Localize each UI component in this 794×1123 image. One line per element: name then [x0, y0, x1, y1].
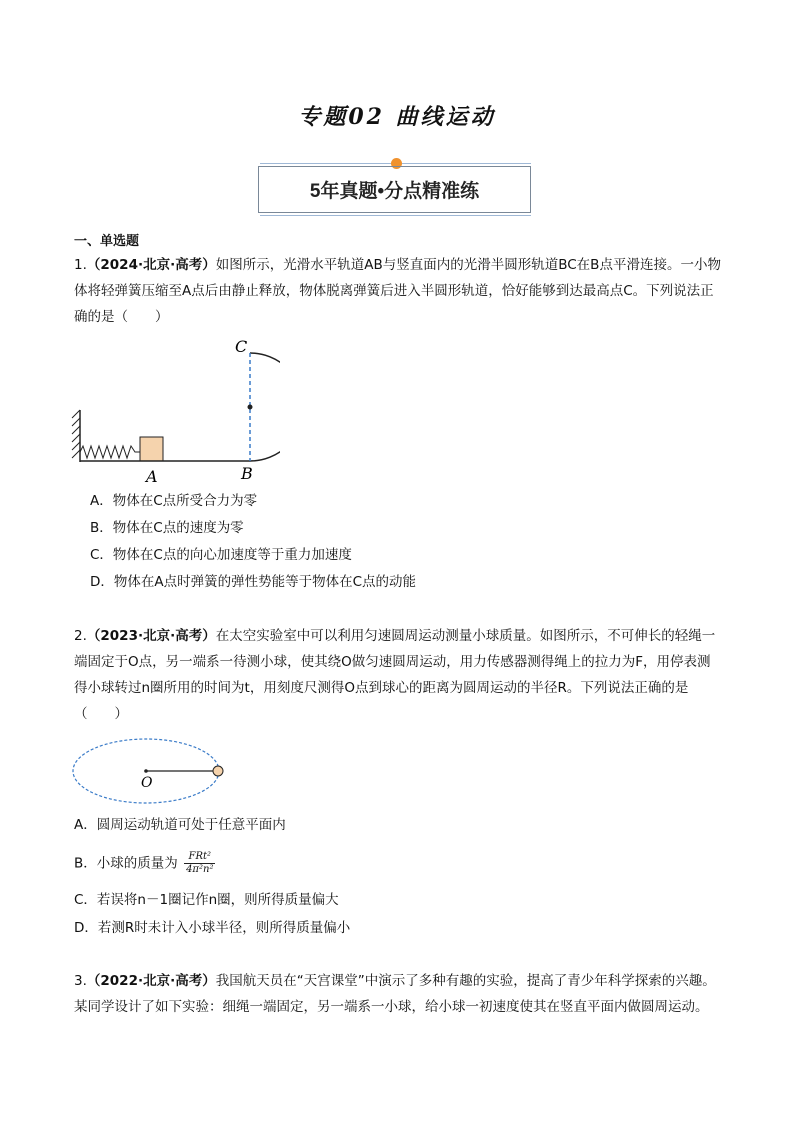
- question-3-number: 3.: [74, 973, 87, 989]
- mass-formula: [184, 851, 215, 876]
- question-3: [74, 968, 724, 1020]
- page-title: 专题02 曲线运动: [298, 104, 496, 130]
- question-1-option-b: B．物体在C点的速度为零: [90, 520, 244, 536]
- question-2-option-b-label: B．小球的质量为: [74, 855, 178, 872]
- question-2-option-c: C．若误将n－1圈记作n圈，则所得质量偏大: [74, 892, 339, 908]
- label-c: C: [235, 337, 248, 356]
- question-1: [74, 252, 724, 330]
- question-1-option-d: D．物体在A点时弹簧的弹性势能等于物体在C点的动能: [90, 574, 417, 590]
- question-1-option-c: C．物体在C点的向心加速度等于重力加速度: [90, 547, 352, 563]
- formula-numerator: FRt²: [184, 851, 215, 864]
- question-1-source: （2024·北京·高考）: [86, 257, 216, 273]
- banner-label: 5年真题•分点精准练: [258, 166, 531, 213]
- question-2-source: （2023·北京·高考）: [86, 628, 216, 644]
- question-3-source: （2022·北京·高考）: [86, 973, 216, 989]
- question-2-number: 2.: [74, 628, 87, 644]
- section-heading: 一、单选题: [74, 234, 140, 249]
- question-3-stem: 我国航天员在“天宫课堂”中演示了多种有趣的实验，提高了青少年科学探索的兴趣。某同学设计了如下实验：细绳一端固定，另一端系一小球，给小球一初速度使其在竖直平面内做圆周运动。: [74, 973, 716, 1015]
- question-1-option-a: A．物体在C点所受合力为零: [90, 493, 258, 509]
- question-2: [74, 623, 724, 727]
- label-o: O: [141, 775, 153, 791]
- label-a: A: [146, 467, 158, 485]
- formula-denominator: 4π²n²: [186, 864, 214, 875]
- question-1-number: 1.: [74, 257, 87, 273]
- banner-bottom-rule: [260, 215, 531, 216]
- question-2-option-a: A．圆周运动轨道可处于任意平面内: [74, 817, 286, 833]
- figure-circular-orbit: [70, 735, 235, 810]
- figure-track-spring: [70, 335, 280, 485]
- label-b: B: [241, 464, 253, 483]
- section-banner: [258, 158, 533, 215]
- question-2-option-d: D．若测R时未计入小球半径，则所得质量偏小: [74, 920, 351, 936]
- question-1-stem: 如图所示，光滑水平轨道AB与竖直面内的光滑半圆形轨道BC在B点平滑连接。一小物体将轻弹簧压缩至A点后由静止释放，物体脱离弹簧后进入半圆形轨道，恰好能够到达最高点C。下列说法正确的是（ ）: [74, 257, 721, 325]
- question-2-option-b: [74, 851, 215, 876]
- question-2-stem: 在太空实验室中可以利用匀速圆周运动测量小球质量。如图所示，不可伸长的轻绳一端固定于O点，另一端系一待测小球，使其绕O做匀速圆周运动，用力传感器测得绳上的拉力为F，用停表测得小球转过n圈所用的时间为t，用刻度尺测得O点到球心的距离为圆周运动的半径R。下列说法正确的是（ ）: [74, 628, 716, 722]
